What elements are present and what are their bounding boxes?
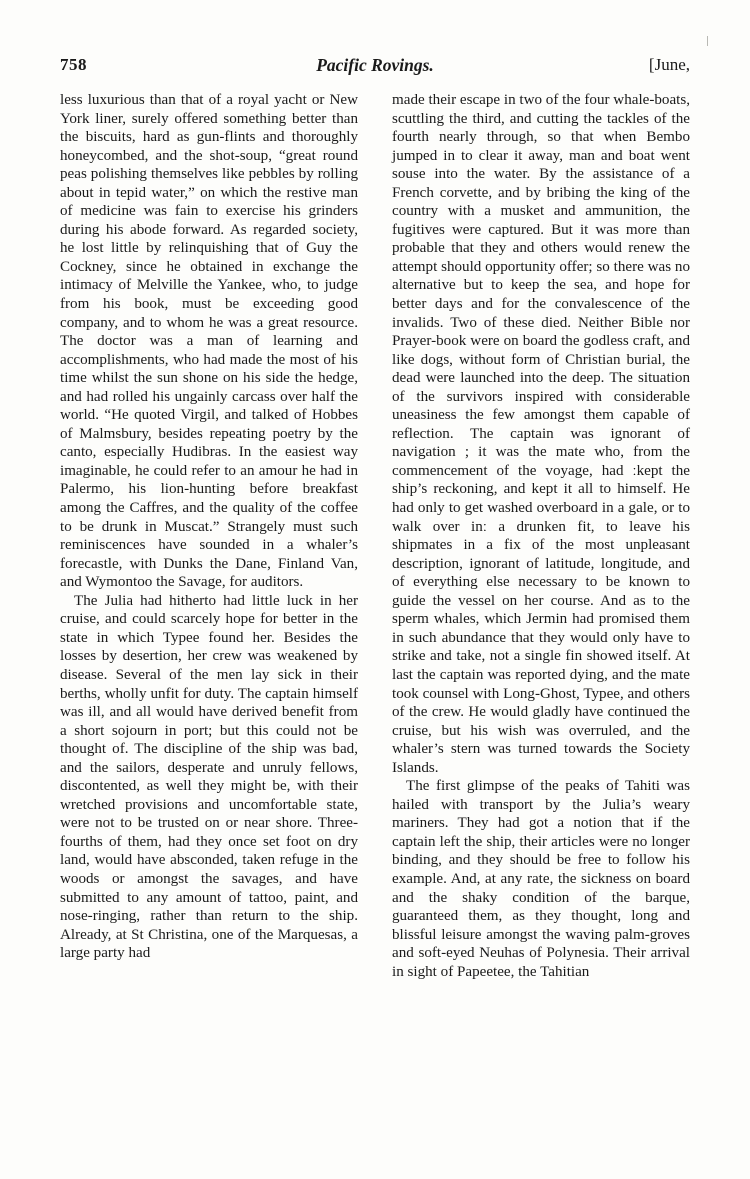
running-head [60, 55, 690, 85]
page-text-block [60, 55, 690, 1145]
paragraph: The Julia had hitherto had little luck in her cruise, and could scarcely hope for better in the state in which Typee found her. Besides the losses by desertion, her crew was weakened by disease. Several of the men lay sick in their berths, wholly unfit for duty. The captain himself was ill, and all would have derived benefit from a short sojourn in port; but this could not be thought of. The discipline of the ship was bad, and the sailors, desperate and unruly fellows, discontented, as well they might be, with their wretched provisions and uncomfortable state, were not to be trusted on or near shore. Three-fourths of them, had they once set foot on dry land, would have absconded, taken refuge in the woods or amongst the savages, and have submitted to any amount of tattoo, paint, and nose-ringing, rather than return to the ship. Already, at St Christina, one of the Marquesas, a large party had [60, 592, 358, 962]
column-left [60, 91, 358, 981]
paragraph: less luxurious than that of a royal yacht or New York liner, surely offered something better than the biscuits, hard as gun-flints and thoroughly honeycombed, and the shot-soup, “great round peas polishing themselves like pebbles by rolling about in tepid water,” on which the restive man of medicine was fain to exercise his grinders during his abode forward. As regarded society, he lost little by relinquishing that of Guy the Cockney, since he obtained in exchange the intimacy of Melville the Yankee, who, to judge from his book, must be exceeding good company, and to whom he was a great resource. The doctor was a man of learning and accomplishments, who had made the most of his time whilst the sun shone on his side the hedge, and had rolled his ungainly carcass over half the world. “He quoted Virgil, and talked of Hobbes of Malmsbury, besides repeating poetry by the canto, especially Hudibras. In the easiest way imaginable, he could refer to an amour he had in Palermo, his lion-hunting before breakfast among the Caffres, and the quality of the coffee to be drunk in Muscat.” Strangely must such reminiscences have sounded in a whaler’s forecastle, with Dunks the Dane, Finland Van, and Wymontoo the Savage, for auditors. [60, 92, 358, 591]
text-columns [60, 91, 690, 981]
running-title: Pacific Rovings. [316, 55, 434, 75]
issue-date: [June, [648, 55, 690, 74]
page-edge-mark [707, 36, 708, 46]
paragraph: The first glimpse of the peaks of Tahiti was hailed with transport by the Julia’s weary mariners. They had got a notion that if the captain left the ship, their articles were no longer binding, and they should be free to follow his example. And, at any rate, the sickness on board and the shaky condition of the barque, guaranteed them, as they thought, long and blissful leisure amongst the waving palm-groves and soft-eyed Neuhas of Polynesia. Their arrival in sight of Papeetee, the Tahitian [392, 778, 690, 980]
page-number: 758 [60, 55, 87, 74]
column-right [392, 91, 690, 981]
paragraph: made their escape in two of the four whale-boats, scuttling the third, and cutting the tackles of the fourth nearly through, so that when Bembo jumped in to clear it away, man and boat went souse into the water. By the assistance of a French corvette, and by bribing the king of the country with a musket and ammunition, the fugitives were captured. But it was more than probable that they and others would renew the attempt should opportunity offer; so there was no alternative but to keep the sea, and hope for better days and for the convalescence of the invalids. Two of these died. Neither Bible nor Prayer-book were on board the godless craft, and like dogs, without form of Christian burial, the dead were launched into the deep. The situation of the survivors inspired with considerable uneasiness the few amongst them capable of reflection. The captain was ignorant of navigation ; it was the mate who, from the commencement of the voyage, had ːkept the ship’s reckoning, and kept it all to himself. He had only to get washed overboard in a gale, or to walk over inː a drunken fit, to leave his shipmates in a fix of the most unpleasant description, ignorant of latitude, longitude, and of everything else necessary to be known to guide the vessel on her course. And as to the sperm whales, which Jermin had promised them in such abundance that they would only have to strike and take, not a single fin showed itself. At last the captain was reported dying, and the mate took counsel with Long-Ghost, Typee, and others of the crew. He would gladly have continued the cruise, but his wish was overruled, and the whaler’s stern was turned towards the Society Islands. [392, 92, 690, 776]
